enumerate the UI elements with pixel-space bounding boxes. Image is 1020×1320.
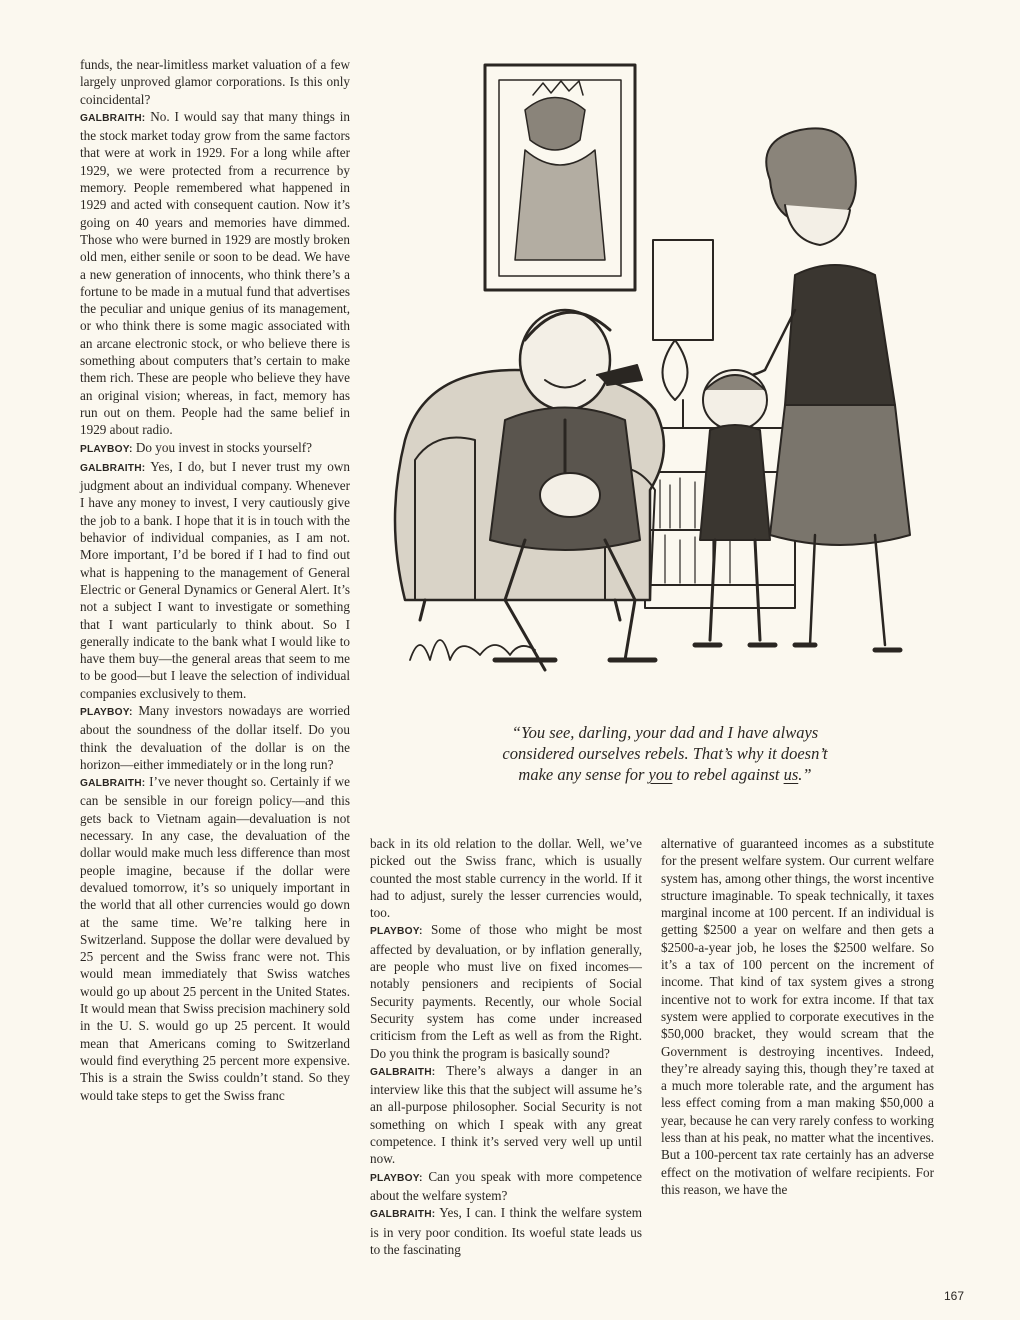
paragraph-text: Many investors nowadays are worried about the soundness of the dollar itself. Do you think the devaluation of the dollar is on the horizon—either immediately or in the long run? (80, 702, 350, 772)
article-paragraph (80, 108, 350, 439)
caption-line-2: considered ourselves rebels. That’s why it doesn’t (502, 744, 828, 763)
paragraph-text: Do you invest in stocks yourself? (135, 439, 313, 455)
page-number: 167 (944, 1289, 965, 1303)
paragraph-text: There’s always a danger in an interview like this that the subject will assume he’s an all-purpose philosopher. Social Security is not something on which I speak with any great competence. I think it’s served very well up until now. (370, 1062, 642, 1167)
article-paragraph (370, 921, 642, 1061)
article-paragraph (80, 773, 350, 1104)
article-paragraph (80, 56, 350, 108)
text-column-2 (370, 835, 642, 1258)
speaker-label: PLAYBOY: (80, 706, 133, 718)
paragraph-text: back in its old relation to the dollar. Well, we’ve picked out the Swiss franc, which is usually counted the most stable currency in the world. If it had to adjust, surely the lesser currencies would, too. (370, 836, 642, 921)
paragraph-text: Some of those who might be most affected by devaluation, or by inflation generally, are people who must live on fixed incomes—notably pensioners and recipients of Social Security payments. Recently, our whole Social Security system has come under increased criticism from the Left as well as from the Right. Do you think the program is basically sound? (370, 922, 642, 1061)
speaker-label: GALBRAITH: (80, 462, 146, 474)
caption-line-1: “You see, darling, your dad and I have always (511, 723, 819, 742)
text-column-1 (80, 56, 350, 1104)
article-paragraph (370, 835, 642, 921)
article-paragraph (370, 1062, 642, 1168)
paragraph-text: I’ve never thought so. Certainly if we can be sensible in our foreign policy—and this gets back to Vietnam again—devaluation is not necessary. In any case, the devaluation of the dollar would make much less difference than most people imagine, because if the dollar were devalued tomorrow, it’s so uniquely important in the world that all other currencies would go down at the same time. We’re talking here in Switzerland. Suppose the dollar were devalued by 25 percent and the Swiss franc were not. This would mean immediately that Swiss watches would go up about 25 percent in the United States. It would mean that Swiss precision machinery sold in the U. S. would go up 25 percent. It would mean that Americans coming to Switzerland would find everything 25 percent more expensive. This is a strain the Swiss couldn’t stand. So they would take steps to get the Swiss franc (80, 774, 351, 1103)
speaker-label: GALBRAITH: (80, 112, 146, 124)
caption-emphasis-us: us (783, 765, 799, 784)
speaker-label: GALBRAITH: (370, 1209, 436, 1221)
text-column-3 (661, 835, 934, 1198)
speaker-label: PLAYBOY: (80, 443, 133, 455)
speaker-label: PLAYBOY: (370, 1172, 423, 1184)
paragraph-text: funds, the near-limitless market valuation of a few largely unproved glamor corporations. Is this only coincidental? (80, 57, 350, 107)
paragraph-text: Yes, I can. I think the welfare system is in very poor condition. Its woeful state leads us to the fascinating (370, 1205, 643, 1257)
paragraph-text: alternative of guaranteed incomes as a substitute for the present welfare system. Our current welfare system has, among other things, the worst incentive structure imaginable. To speak technically, it taxes marginal income at 100 percent. If an individual is getting $2500 a year on welfare and then gets a $2500-a-year job, he loses the $2500 welfare. So it’s a tax of 100 percent on the increment of income. That kind of tax system gives a strong incentive not to work for extra income. If that tax system were applied to corporate executives in the $50,000 bracket, they would scream that the Government is destroying incentives. Indeed, they’re already saying this, though they’re taxed at a much more tolerable rate, and the argument has less effect coming from a man making $50,000 a year, because he can very rarely confess to working less than at his peak, no matter what the incentives. But a 100-percent tax rate certainly has an adverse effect on the motivation of welfare recipients. For this reason, we have the (661, 836, 934, 1197)
caption-line-3: make any sense for you to rebel against us.” (518, 765, 812, 784)
speaker-label: GALBRAITH: (370, 1066, 436, 1078)
article-paragraph (80, 458, 350, 702)
cartoon-illustration (375, 40, 935, 705)
article-paragraph (661, 835, 934, 1198)
article-paragraph (370, 1168, 642, 1205)
paragraph-text: No. I would say that many things in the stock market today grow from the same factors that were at work in 1929. For a long while after 1929, we were protected from a recurrence by memory. People remembered what happened in 1929 and acted with consequent caution. Now it’s going on 40 years and memories have dimmed. Those who were burned in 1929 are mostly broken old men, either senile or soon to be dead. We have a new generation of innocents, who think there’s a fortune to be made in a mutual fund that advertises the peculiar and unique genius of its management, or who think there is some magic associated with an arcane electronic stock, or who believe there is something about computers that’s certain to make them rich. These are people who believe they have an original vision; whereas, in fact, memory has run out on them. People had the same belief in 1929 about radio. (80, 108, 350, 438)
cartoon-caption (420, 722, 910, 785)
article-paragraph (370, 1204, 642, 1258)
speaker-label: PLAYBOY: (370, 926, 423, 938)
speaker-label: GALBRAITH: (80, 778, 146, 790)
article-paragraph (80, 702, 350, 773)
article-paragraph (80, 439, 350, 458)
paragraph-text: Yes, I do, but I never trust my own judgment about an individual company. Whenever I have any money to invest, I very cautiously give the job to a bank. I hope that it is in touch with the behavior of individual companies, as I am not. More important, I’d be bored if I had to find out what is happening to the management of General Electric or General Dynamics or General Alert. It’s not a subject I want to investigate or something that I want particularly to think about. So I generally indicate to the bank what I would like to have them buy—the general areas that seem to me to be good—but I leave the selection of individual companies exclusively to them. (80, 458, 350, 701)
caption-emphasis-you: you (648, 765, 673, 784)
paragraph-text: Can you speak with more competence about the welfare system? (370, 1168, 643, 1203)
